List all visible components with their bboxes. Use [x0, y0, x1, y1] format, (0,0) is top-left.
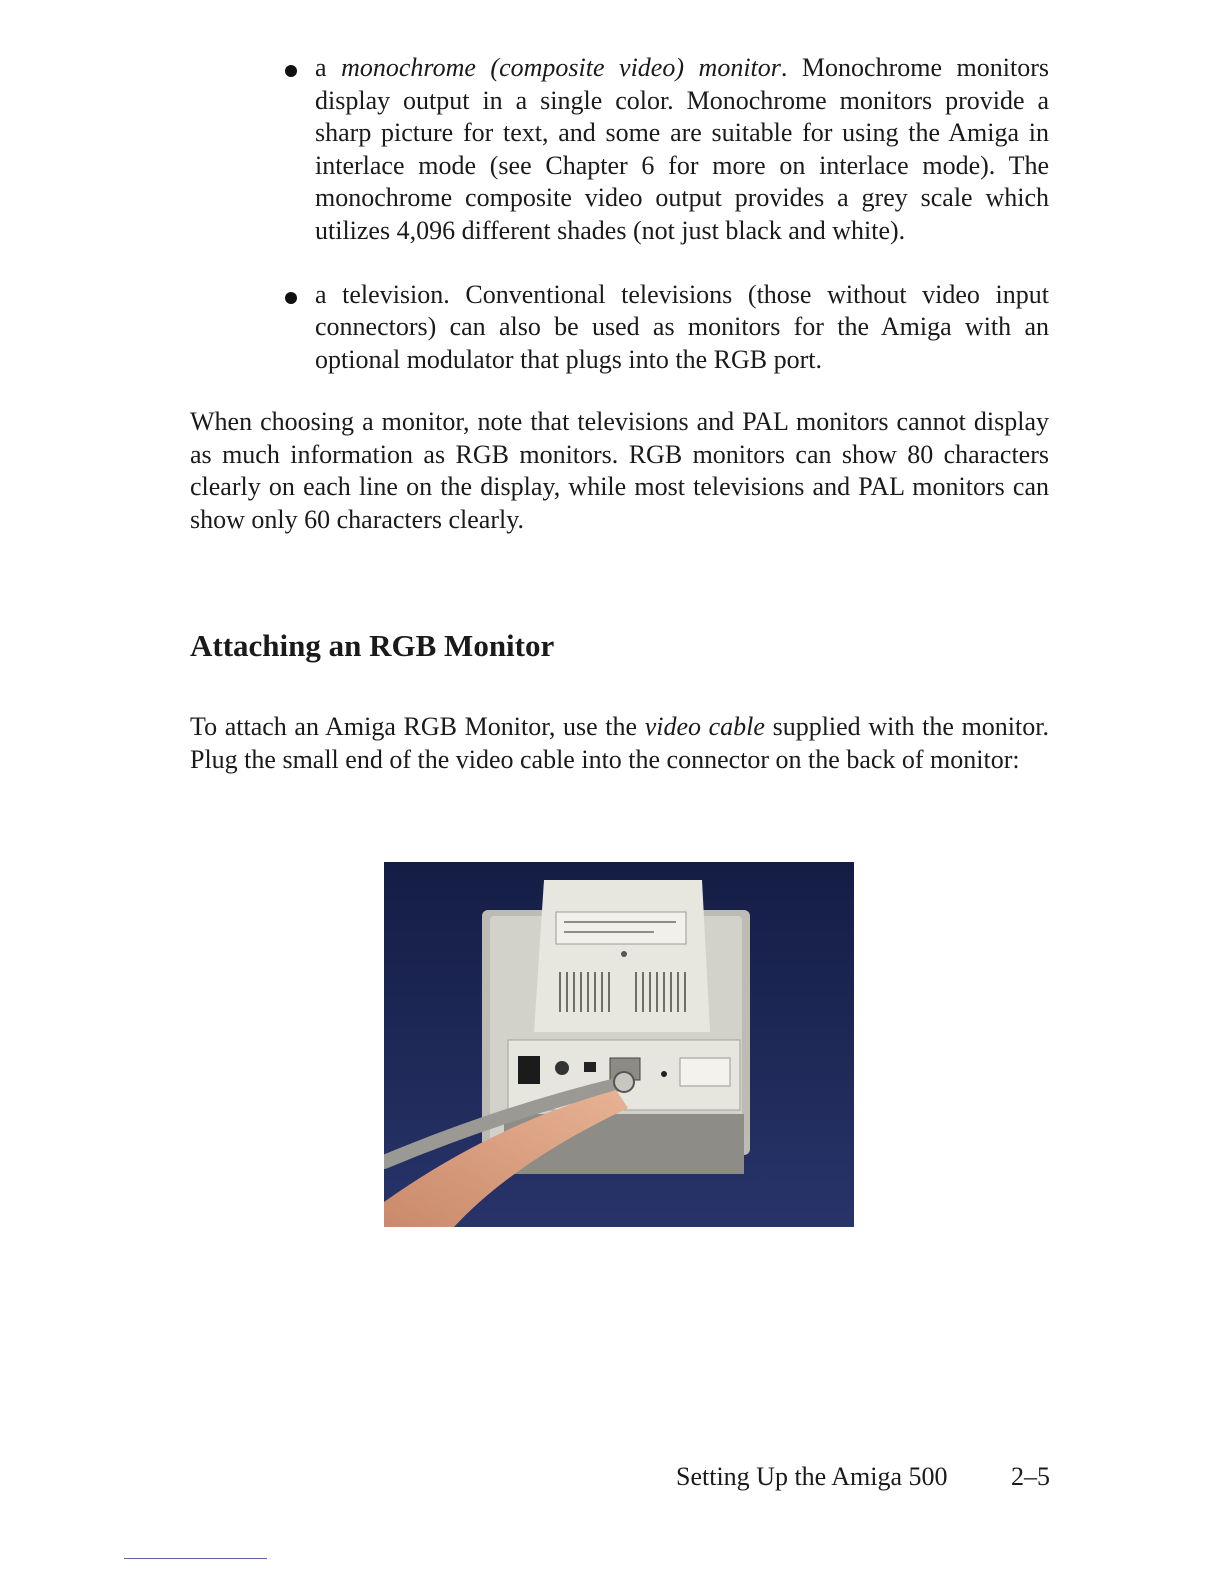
bullet-prefix: a: [315, 53, 342, 82]
term-monochrome-monitor: monochrome (composite video) monitor: [341, 53, 781, 82]
section-heading: Attaching an RGB Monitor: [190, 628, 555, 663]
photo-monitor-back-cable: [384, 862, 854, 1227]
bullet-dot: [285, 292, 297, 304]
paragraph-attach-before: To attach an Amiga RGB Monitor, use the: [190, 712, 645, 741]
bullet-item-monochrome: [283, 52, 1049, 248]
page-number: 2–5: [1011, 1462, 1050, 1491]
bullet-list: [283, 52, 1049, 376]
paragraph-attach-rgb: [190, 711, 1049, 776]
page-footer: [676, 1462, 1050, 1492]
footer-title: Setting Up the Amiga 500: [676, 1462, 948, 1491]
bullet-text-television: a television. Conventional televisions (those without video input connectors) can also be used as monitors for the Amiga with an optional modulator that plugs into the RGB port.: [315, 279, 1049, 374]
bullet-text-monochrome: [315, 53, 1049, 245]
paragraph-attach-after: supplied with the monitor. Plug the small end of the video cable into the connector on the back of monitor:: [190, 712, 1049, 774]
term-video-cable: video cable: [644, 712, 765, 741]
bottom-rule: [124, 1558, 267, 1559]
bullet-dot: [285, 65, 297, 77]
paragraph-monitor-choice: When choosing a monitor, note that televisions and PAL monitors cannot display as much information as RGB monitors. RGB monitors can show 80 characters clearly on each line on the display, while most televisions and PAL monitors can show only 60 characters clearly.: [190, 407, 1049, 534]
bullet-item-television: [283, 279, 1049, 377]
bullet-monochrome-rest: . Monochrome monitors display output in a single color. Monochrome monitors provide a sharp picture for text, and some are suitable for using the Amiga in interlace mode (see Chapter 6 for more on interlace mode). The monochrome composite video output provides a grey scale which utilizes 4,096 different shades (not just black and white).: [315, 53, 1050, 245]
